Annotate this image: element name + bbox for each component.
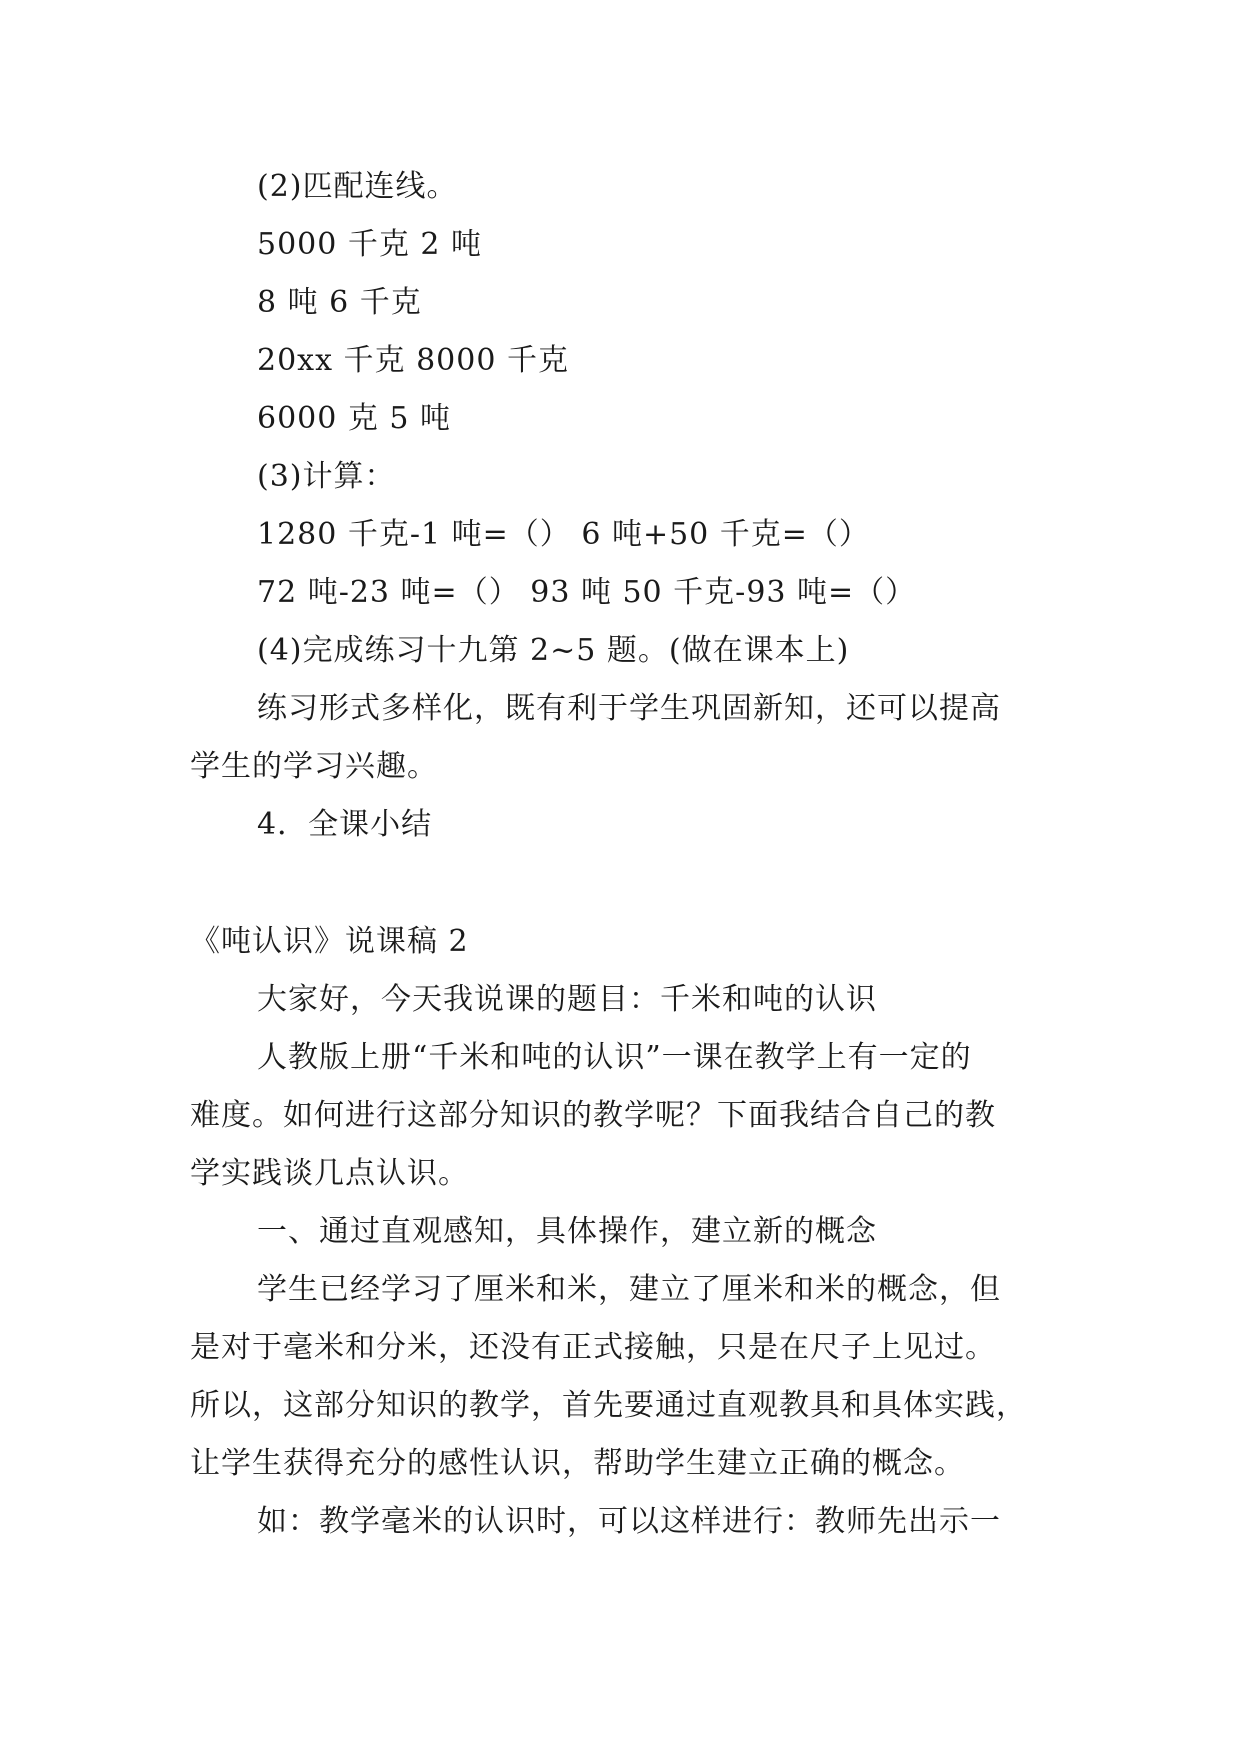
paragraph-2-line-3: 所以，这部分知识的教学，首先要通过直观教具和具体实践， (190, 1388, 1027, 1423)
summary-heading: 4．全课小结 (257, 807, 433, 842)
intro-line: 大家好，今天我说课的题目：千米和吨的认识 (257, 982, 877, 1017)
heading-part-1: 一、通过直观感知，具体操作，建立新的概念 (257, 1214, 877, 1249)
paragraph-1-line-3: 学实践谈几点认识。 (190, 1156, 469, 1191)
section-title: 《吨认识》说课稿 2 (190, 924, 469, 959)
paragraph-1-line-1: 人教版上册“千米和吨的认识”一课在教学上有一定的 (257, 1040, 972, 1075)
calc-row-1: 1280 千克-1 吨=（） 6 吨+50 千克=（） (257, 517, 870, 552)
match-item-1: 5000 千克 2 吨 (257, 227, 483, 262)
paragraph-practice-line-2: 学生的学习兴趣。 (190, 749, 438, 784)
paragraph-2-line-4: 让学生获得充分的感性认识，帮助学生建立正确的概念。 (190, 1446, 965, 1481)
match-item-3: 20xx 千克 8000 千克 (257, 343, 569, 378)
paragraph-3-line-1: 如：教学毫米的认识时，可以这样进行：教师先出示一 (257, 1504, 1001, 1539)
exercise-2-heading: (2)匹配连线。 (257, 169, 458, 204)
calc-row-2: 72 吨-23 吨=（） 93 吨 50 千克-93 吨=（） (257, 575, 917, 610)
match-item-4: 6000 克 5 吨 (257, 401, 452, 436)
match-item-2: 8 吨 6 千克 (257, 285, 422, 320)
paragraph-2-line-1: 学生已经学习了厘米和米，建立了厘米和米的概念，但 (257, 1272, 1001, 1307)
paragraph-1-line-2: 难度。如何进行这部分知识的教学呢？下面我结合自己的教 (190, 1098, 996, 1133)
paragraph-2-line-2: 是对于毫米和分米，还没有正式接触，只是在尺子上见过。 (190, 1330, 996, 1365)
exercise-3-heading: (3)计算： (257, 459, 396, 494)
exercise-4-heading: (4)完成练习十九第 2~5 题。(做在课本上) (257, 633, 850, 668)
paragraph-practice-line-1: 练习形式多样化，既有利于学生巩固新知，还可以提高 (257, 691, 1001, 726)
